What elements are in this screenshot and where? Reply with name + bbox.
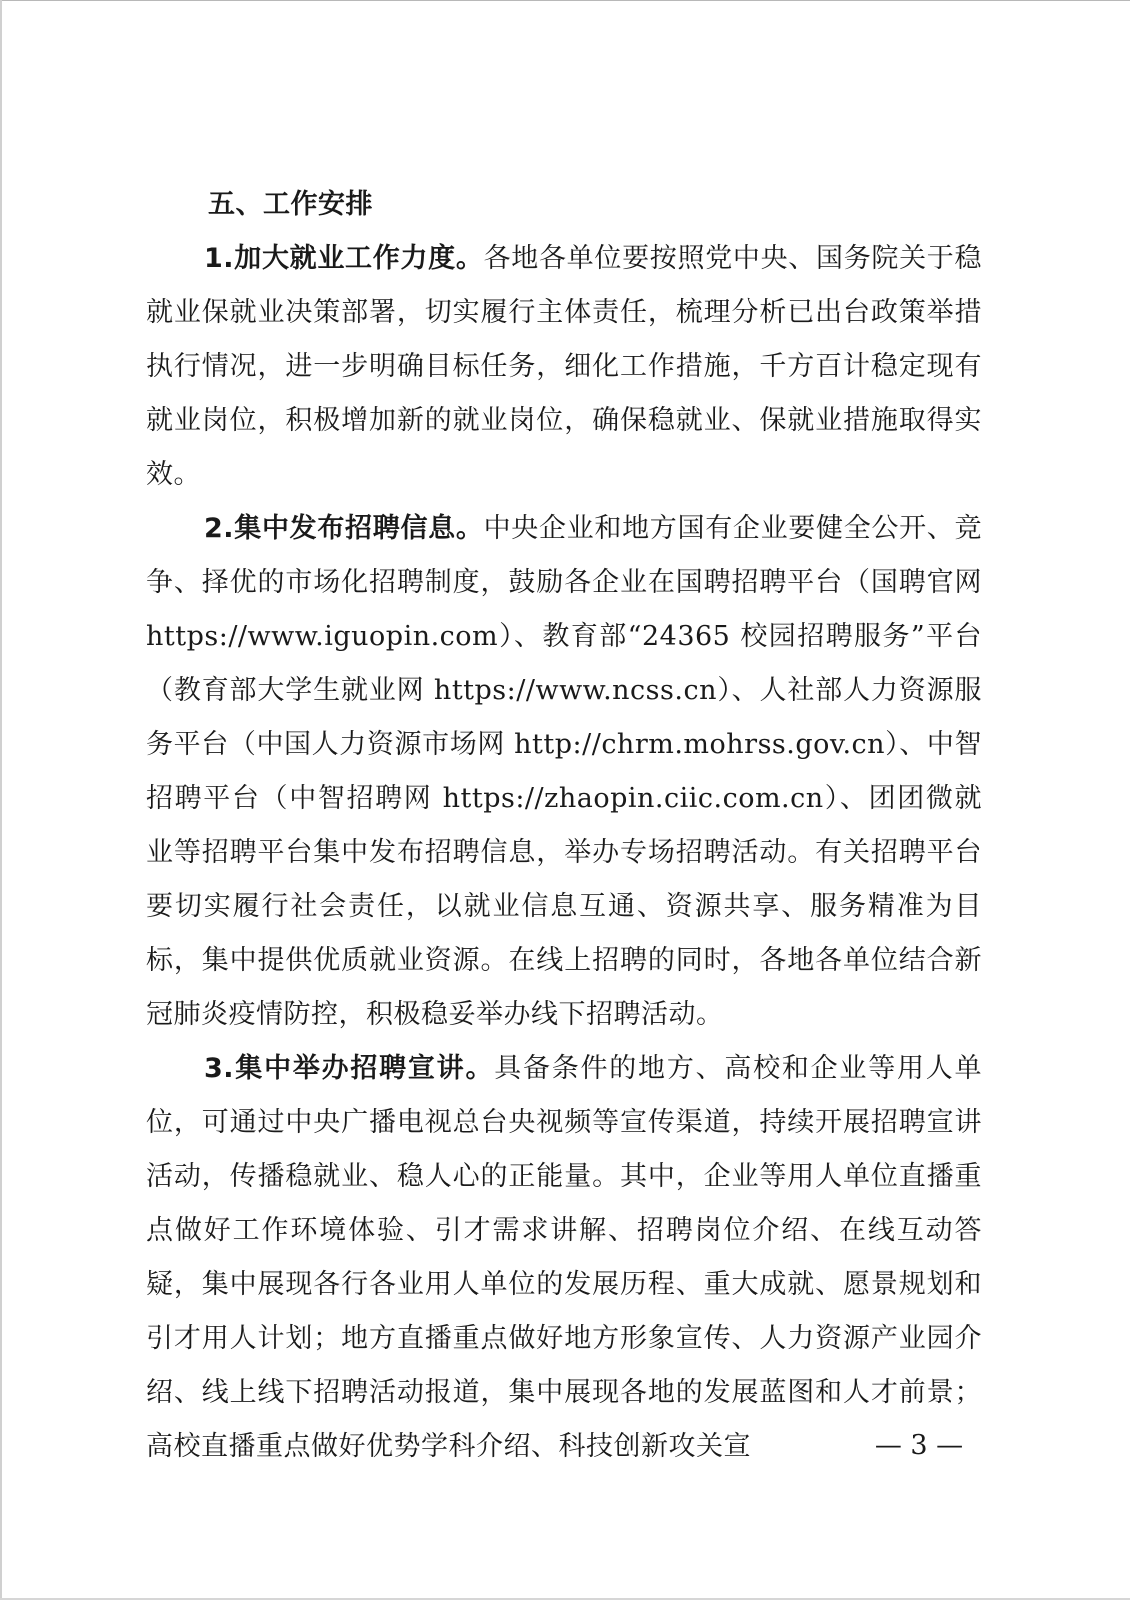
paragraph-item-1 [146, 232, 982, 502]
item-1-lead: 1.加大就业工作力度。 [204, 243, 484, 274]
item-3-lead: 3.集中举办招聘宣讲。 [204, 1053, 495, 1084]
section-heading: 五、工作安排 [208, 189, 373, 220]
item-3-body: 具备条件的地方、高校和企业等用人单位，可通过中央广播电视总台央视频等宣传渠道，持续开展招聘宣讲活动，传播稳就业、稳人心的正能量。其中，企业等用人单位直播重点做好工作环境体验、引才需求讲解、招聘岗位介绍、在线互动答疑，集中展现各行各业用人单位的发展历程、重大成就、愿景规划和引才用人计划；地方直播重点做好地方形象宣传、人力资源产业园介绍、线上线下招聘活动报道，集中展现各地的发展蓝图和人才前景；高校直播重点做好优势学科介绍、科技创新攻关宣 [146, 1053, 982, 1462]
scan-edge-left [0, 0, 2, 1600]
item-2-lead: 2.集中发布招聘信息。 [204, 513, 484, 544]
scan-edge-top [0, 0, 1130, 1]
paragraph-item-3 [146, 1042, 982, 1474]
page-number: — 3 — [874, 1430, 964, 1461]
item-2-body: 中央企业和地方国有企业要健全公开、竞争、择优的市场化招聘制度，鼓励各企业在国聘招聘平台（国聘官网 https://www.iguopin.com）、教育部“24365 校园招聘服务”平台（教育部大学生就业网 https://www.ncss.cn）、人社部人力资源服务平台（中国人力资源市场网 http://chrm.mohrss.gov.cn）、中智招聘平台（中智招聘网 https://zhaopin.ciic.com.cn）、团团微就业等招聘平台集中发布招聘信息，举办专场招聘活动。有关招聘平台要切实履行社会责任，以就业信息互通、资源共享、服务精准为目标，集中提供优质就业资源。在线上招聘的同时，各地各单位结合新冠肺炎疫情防控，积极稳妥举办线下招聘活动。 [146, 513, 983, 1030]
document-body [146, 178, 982, 1474]
item-1-body: 各地各单位要按照党中央、国务院关于稳就业保就业决策部署，切实履行主体责任，梳理分析已出台政策举措执行情况，进一步明确目标任务，细化工作措施，千方百计稳定现有就业岗位，积极增加新的就业岗位，确保稳就业、保就业措施取得实效。 [146, 243, 983, 490]
paragraph-item-2 [146, 502, 982, 1042]
